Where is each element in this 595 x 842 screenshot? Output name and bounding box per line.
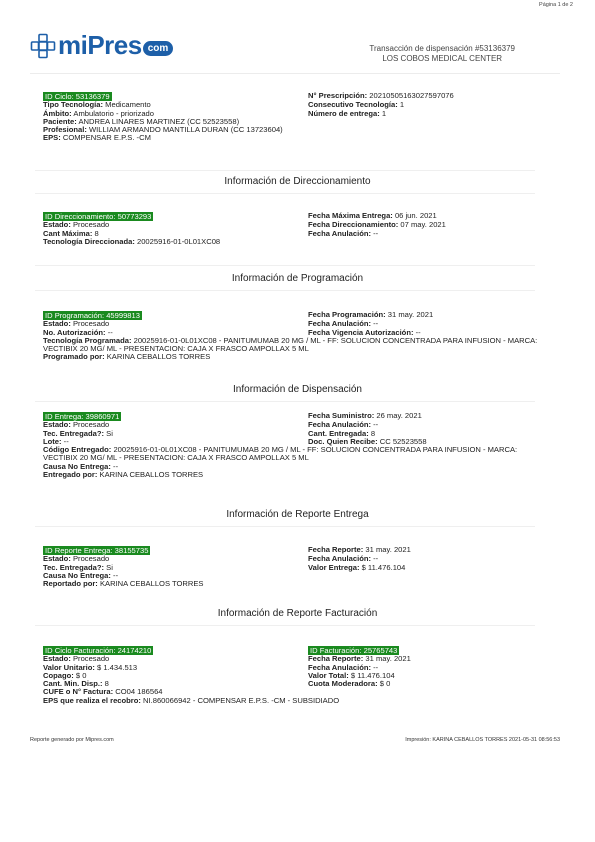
reporte-facturacion-section [43, 646, 563, 705]
page-number: Página 1 de 2 [539, 2, 573, 8]
tipo-tecnologia-value: Medicamento [103, 100, 151, 110]
section-title-direccionamiento: Información de Direccionamiento [224, 176, 371, 187]
label: Cuota Moderadora: [308, 679, 378, 689]
section-title-programacion: Información de Programación [231, 273, 364, 284]
causa-value: -- [110, 570, 119, 580]
dispensacion-section [43, 412, 563, 479]
label: Estado: [43, 554, 71, 564]
id-entrega-badge: ID Entrega: 39860971 [45, 412, 120, 421]
prescripcion-value: 20210505163027597076 [367, 91, 454, 100]
divider [35, 625, 535, 626]
fecha-sum-value: 26 may. 2021 [374, 411, 422, 420]
divider [35, 265, 535, 266]
label: Fecha Anulación: [308, 554, 372, 564]
tec-entregada-value: Si [104, 562, 113, 572]
divider [35, 290, 535, 291]
estado-value: Procesado [70, 554, 110, 564]
label: Consecutivo Tecnología: [308, 100, 398, 110]
autorizacion-value: -- [105, 327, 113, 337]
medical-center: LOS COBOS MEDICAL CENTER [382, 54, 503, 63]
reporte-entrega-section [43, 546, 563, 588]
divider [35, 193, 535, 194]
estado-value: Procesado [70, 420, 110, 430]
general-section [43, 92, 563, 143]
label: Valor Total: [308, 670, 349, 680]
label: No. Autorización: [43, 327, 106, 337]
tecnologia-value: 20025916-01-0L01XC08 [134, 236, 221, 246]
label: Fecha Anulación: [308, 228, 372, 238]
doc-value: CC 52523558 [377, 436, 427, 446]
header-info [369, 44, 515, 64]
label: N° Prescripción: [308, 91, 368, 100]
label: Número de entrega: [308, 108, 380, 118]
entrega-value: 1 [379, 108, 387, 118]
label: Tecnología Direccionada: [43, 236, 135, 246]
tec-entregada-value: Si [104, 428, 113, 438]
divider [35, 401, 535, 402]
label: Reportado por: [43, 579, 98, 589]
label: Tec. Entregada?: [43, 562, 105, 572]
id-programacion-badge: ID Programación: 45999813 [45, 311, 140, 320]
logo-text: miPres [58, 30, 142, 60]
lote-value: -- [61, 436, 69, 446]
label: Fecha Reporte: [308, 545, 364, 554]
fecha-max-value: 06 jun. 2021 [392, 211, 437, 220]
label: Entregado por: [43, 470, 98, 480]
footer-generated-by: Reporte generado por Mipres.com [30, 737, 114, 743]
label: Fecha Reporte: [308, 654, 364, 664]
fecha-dir-value: 07 may. 2021 [398, 220, 446, 230]
footer-print-info: Impresión: KARINA CEBALLOS TORRES 2021-05-31 08:56:53 [405, 737, 560, 743]
label: Valor Unitario: [43, 662, 95, 672]
eps-value: COMPENSAR E.P.S. -CM [60, 133, 151, 143]
direccionamiento-section [43, 212, 563, 246]
mipres-logo [30, 30, 173, 61]
section-title-reporte-facturacion: Información de Reporte Facturación [217, 608, 378, 619]
consecutivo-value: 1 [397, 100, 405, 110]
section-title-reporte-entrega: Información de Reporte Entrega [226, 509, 369, 520]
label: Doc. Quien Recibe: [308, 436, 378, 446]
label: Estado: [43, 654, 71, 664]
section-title-dispensacion: Información de Dispensación [233, 384, 362, 395]
programacion-section [43, 311, 563, 362]
label: Fecha Direccionamiento: [308, 220, 399, 230]
fecha-anul-value: -- [371, 228, 379, 238]
valor-entrega-value: $ 11.476.104 [359, 562, 406, 572]
label: Programado por: [43, 352, 105, 362]
id-facturacion-badge: ID Facturación: 25765743 [310, 646, 398, 655]
label: Profesional: [43, 125, 87, 135]
label: Causa No Entrega: [43, 570, 111, 580]
ambito-value: Ambulatorio - priorizado [71, 108, 154, 118]
id-reporte-entrega-badge: ID Reporte Entrega: 38155735 [45, 546, 149, 555]
label: Tecnología Programada: [43, 335, 132, 345]
eps-recobro-value: NI.860066942 - COMPENSAR E.P.S. -CM - SUBSIDIADO [140, 695, 340, 705]
cant-min-value: 8 [102, 679, 109, 689]
estado-value: Procesado [70, 220, 110, 230]
entregado-por-value: KARINA CEBALLOS TORRES [97, 470, 204, 480]
label: Estado: [43, 220, 71, 230]
cufe-value: CO04 186564 [113, 687, 163, 697]
label: Cant Máxima: [43, 228, 93, 238]
label: Tipo Tecnología: [43, 100, 104, 110]
label: Fecha Suministro: [308, 411, 375, 420]
transaction-title: Transacción de dispensación #53136379 [369, 44, 515, 53]
reportado-por-value: KARINA CEBALLOS TORRES [97, 579, 204, 589]
id-ciclo-badge: ID Ciclo: 53136379 [45, 92, 110, 101]
fecha-anul-value: -- [371, 554, 379, 564]
cant-value: 8 [368, 428, 376, 438]
id-direccionamiento-badge: ID Direccionamiento: 50773293 [45, 212, 152, 221]
copago-value: $ 0 [73, 670, 87, 680]
header-divider [30, 73, 560, 74]
label: CUFE o N° Factura: [43, 687, 114, 697]
label: Copago: [43, 670, 74, 680]
label: Cant. Min. Disp.: [43, 679, 103, 689]
label: Causa No Entrega: [43, 461, 111, 471]
label: Código Entregado: [43, 445, 112, 455]
valor-unitario-value: $ 1.434.513 [94, 662, 138, 672]
divider [35, 170, 535, 171]
paciente-value: ANDREA LINARES MARTINEZ (CC 52523558) [76, 116, 240, 126]
logo-com-badge: com [143, 41, 174, 56]
label: Cant. Entregada: [308, 428, 369, 438]
fecha-anul-value: -- [371, 662, 379, 672]
estado-value: Procesado [70, 319, 110, 329]
divider [35, 526, 535, 527]
label: Estado: [43, 319, 71, 329]
label: Fecha Programación: [308, 310, 386, 319]
label: Fecha Anulación: [308, 662, 372, 672]
fecha-rep-value: 31 may. 2021 [363, 545, 411, 554]
fecha-rep-value: 31 may. 2021 [363, 654, 411, 664]
label: Tec. Entregada?: [43, 428, 105, 438]
label: Lote: [43, 436, 62, 446]
puzzle-logo-icon [30, 33, 56, 59]
fecha-anul-value: -- [371, 420, 379, 430]
estado-value: Procesado [70, 654, 110, 664]
label: Fecha Anulación: [308, 420, 372, 430]
fecha-prog-value: 31 may. 2021 [385, 310, 434, 319]
label: EPS que realiza el recobro: [43, 695, 141, 705]
label: Fecha Anulación: [308, 319, 372, 329]
fecha-anul-value: -- [371, 319, 379, 329]
codigo-entregado-value: 20025916-01-0L01XC08 - PANITUMUMAB 20 MG / ML - FF: SOLUCION CONCENTRADA PARA INFUSION - MARCA: VECTIBIX 20 MG/ ML - PRESENTACION: CAJA X FRASCO AMPOLLAX 5 ML [43, 445, 518, 463]
label: Fecha Máxima Entrega: [308, 211, 393, 220]
vigencia-value: -- [413, 327, 421, 337]
label: Estado: [43, 420, 71, 430]
programado-por-value: KARINA CEBALLOS TORRES [104, 352, 211, 362]
cuota-value: $ 0 [377, 679, 391, 689]
id-ciclo-facturacion-badge: ID Ciclo Facturación: 24174210 [45, 646, 152, 655]
profesional-value: WILLIAM ARMANDO MANTILLA DURAN (CC 13723604) [86, 125, 283, 135]
label: Ámbito: [43, 108, 72, 118]
cant-value: 8 [92, 228, 99, 238]
label: Valor Entrega: [308, 562, 360, 572]
label: EPS: [43, 133, 61, 143]
label: Paciente: [43, 116, 77, 126]
tecnologia-programada-value: 20025916-01-0L01XC08 - PANITUMUMAB 20 MG / ML - FF: SOLUCION CONCENTRADA PARA INFUSION - MARCA: VECTIBIX 20 MG/ ML - PRESENTACION: CAJA X FRASCO AMPOLLAX 5 ML [43, 335, 538, 354]
label: Fecha Vigencia Autorización: [308, 327, 414, 337]
valor-total-value: $ 11.476.104 [348, 670, 395, 680]
causa-value: -- [110, 461, 119, 471]
